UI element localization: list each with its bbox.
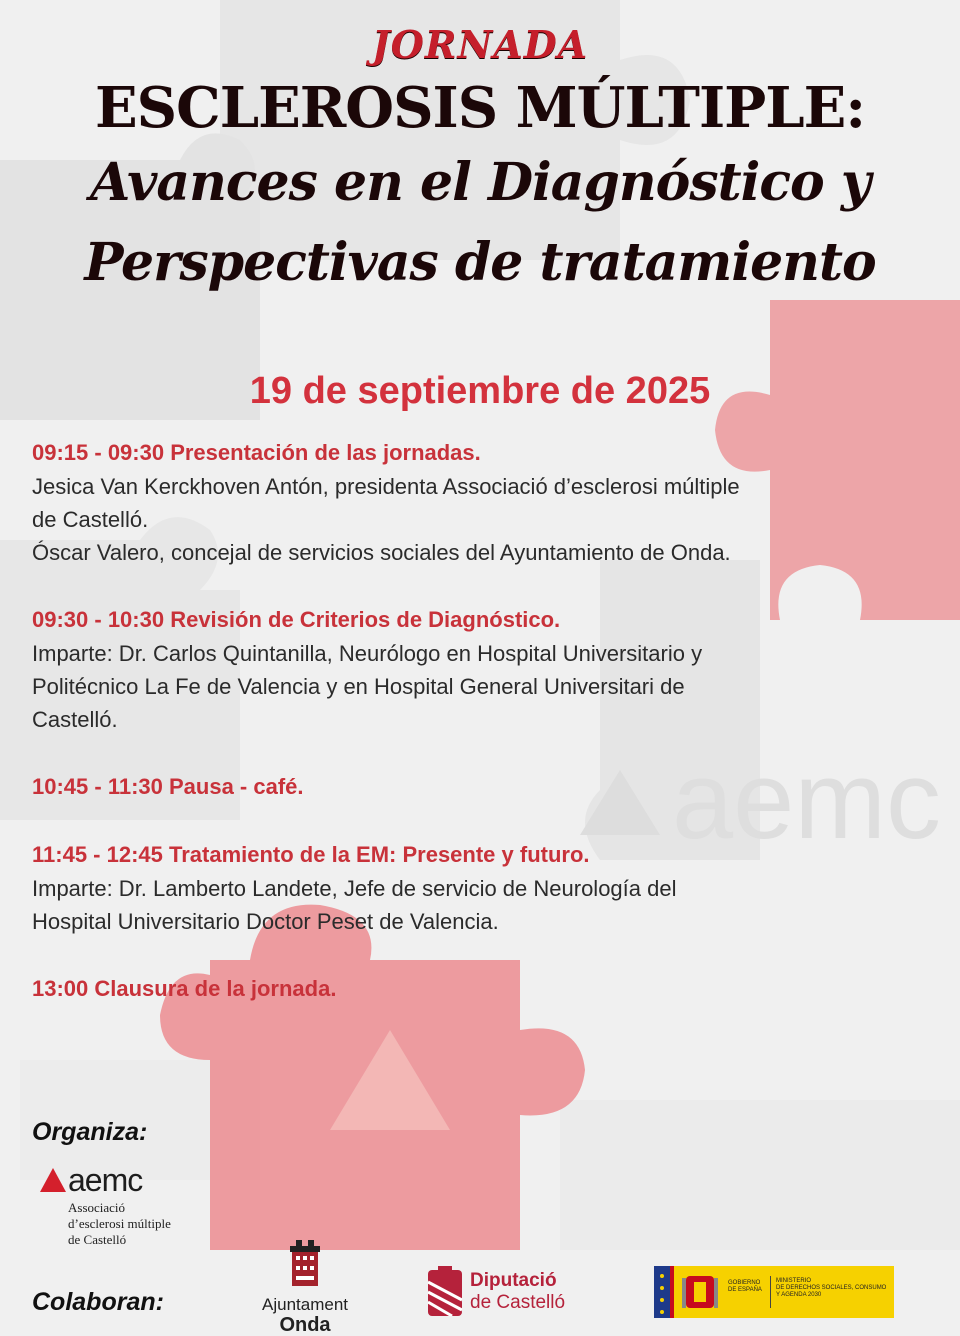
agenda <box>32 436 932 1040</box>
gob-line: MINISTERIO <box>776 1278 812 1284</box>
aemc-triangle-icon <box>40 1168 66 1192</box>
agenda-item-head: 09:30 - 10:30 Revisión de Criterios de Diagnóstico. <box>32 607 561 632</box>
diputacio-line-1: Diputació <box>470 1270 557 1291</box>
watermark-text: aemc <box>672 739 941 862</box>
aemc-logo-text: aemc <box>68 1162 143 1198</box>
colaboran-label: Colaboran: <box>32 1288 164 1316</box>
agenda-line: Hospital Universitario Doctor Peset de Valencia. <box>32 909 499 934</box>
onda-logo <box>250 1240 360 1336</box>
organiza-label: Organiza: <box>32 1118 148 1146</box>
agenda-item <box>32 972 932 1006</box>
agenda-item-head: 11:45 - 12:45 Tratamiento de la EM: Presente y futuro. <box>32 842 590 867</box>
agenda-item-head: 09:15 - 09:30 Presentación de las jornadas. <box>32 440 481 465</box>
agenda-item <box>32 838 932 938</box>
gobierno-right-text <box>776 1278 886 1299</box>
gobierno-divider <box>770 1276 771 1308</box>
spain-coat-of-arms-icon <box>654 1266 724 1318</box>
agenda-line: de Castelló. <box>32 507 149 532</box>
agenda-item <box>32 436 932 569</box>
agenda-item-head: 10:45 - 11:30 Pausa - café. <box>32 774 304 799</box>
agenda-line: Imparte: Dr. Carlos Quintanilla, Neurólogo en Hospital Universitario y <box>32 641 703 666</box>
onda-line-1: Ajuntament <box>262 1295 348 1314</box>
diputacio-emblem-icon <box>428 1266 462 1316</box>
aemc-logo-subtitle <box>68 1200 171 1248</box>
gob-line: Y AGENDA 2030 <box>776 1292 822 1298</box>
onda-line-2: Onda <box>279 1314 331 1336</box>
main-title: ESCLEROSIS MÚLTIPLE: <box>95 75 865 141</box>
aemc-sub-line: Associació <box>68 1200 126 1215</box>
gobierno-logo <box>654 1266 894 1318</box>
agenda-line: Castelló. <box>32 707 118 732</box>
diputacio-line-2: de Castelló <box>470 1292 566 1313</box>
agenda-item-head: 13:00 Clausura de la jornada. <box>32 976 337 1001</box>
gob-line: GOBIERNO <box>728 1280 761 1286</box>
subtitle-line-2: Perspectivas de tratamiento <box>84 232 876 293</box>
jornada-label: JORNADA <box>371 22 589 67</box>
agenda-line: Jesica Van Kerckhoven Antón, presidenta Associació d’esclerosi múltiple <box>32 474 740 499</box>
gob-line: DE DERECHOS SOCIALES, CONSUMO <box>776 1285 887 1291</box>
aemc-sub-line: de Castelló <box>68 1232 127 1247</box>
gob-line: DE ESPAÑA <box>728 1287 762 1293</box>
diputacio-logo <box>428 1266 598 1318</box>
agenda-line: Imparte: Dr. Lamberto Landete, Jefe de servicio de Neurología del <box>32 876 677 901</box>
onda-crest-icon <box>288 1240 322 1288</box>
event-date: 19 de septiembre de 2025 <box>249 370 711 412</box>
agenda-item <box>32 770 932 804</box>
title-block <box>0 18 960 306</box>
aemc-sub-line: d’esclerosi múltiple <box>68 1216 171 1231</box>
agenda-item <box>32 603 932 736</box>
diputacio-text <box>470 1270 565 1314</box>
subtitle-line-1: Avances en el Diagnóstico y <box>89 152 871 213</box>
gobierno-left-text <box>728 1280 762 1294</box>
agenda-line: Politécnico La Fe de Valencia y en Hospital General Universitari de <box>32 674 685 699</box>
agenda-line: Óscar Valero, concejal de servicios sociales del Ayuntamiento de Onda. <box>32 540 731 565</box>
